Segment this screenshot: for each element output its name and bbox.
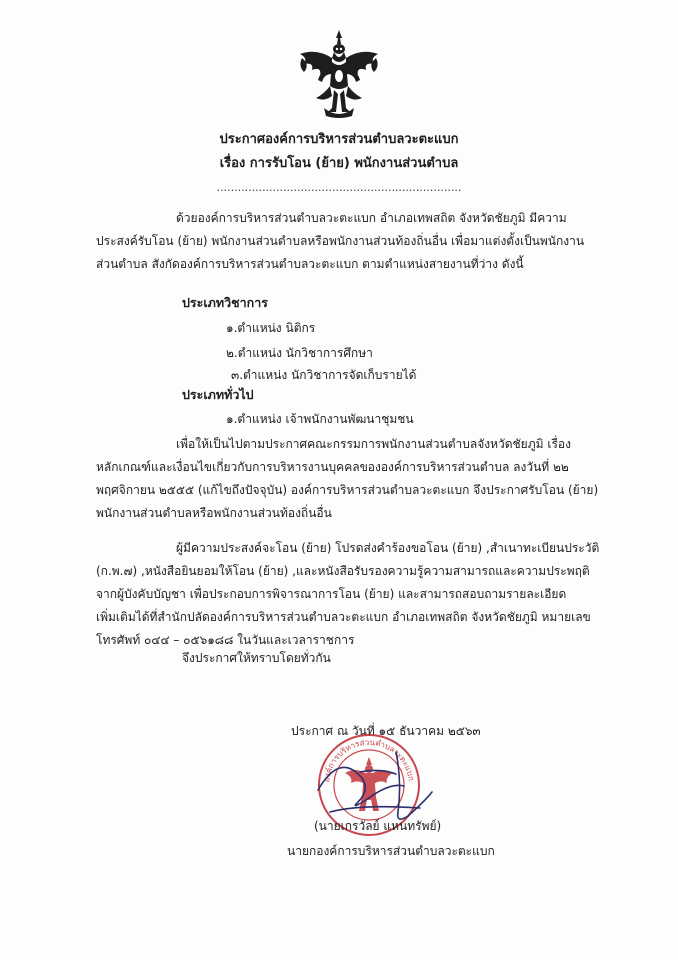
application-paragraph bbox=[96, 537, 600, 652]
application-line-1: ผู้มีความประสงค์จะโอน (ย้าย) โปรดส่งคำร้องขอโอน (ย้าย) ,สำเนาทะเบียนประวัติ bbox=[176, 541, 600, 555]
garuda-emblem-icon bbox=[294, 28, 384, 120]
position-item: ๒.ตำแหน่ง นักวิชาการศึกษา bbox=[226, 346, 373, 360]
reference-line-3: พฤศจิกายน ๒๕๕๕ (แก้ไขถึงปัจจุบัน) องค์การบริหารส่วนตำบลวะตะแบก จึงประกาศรับโอน (ย้าย) bbox=[96, 483, 599, 497]
seal-text: องค์การบริหารส่วนตำบลวะตะแบก bbox=[322, 737, 416, 783]
reference-line-2: หลักเกณฑ์และเงื่อนไขเกี่ยวกับการบริหารงานบุคคลขององค์การบริหารส่วนตำบล ลงวันที่ ๒๒ bbox=[96, 460, 569, 474]
announcement-subject: เรื่อง การรับโอน (ย้าย) พนักงานส่วนตำบล bbox=[219, 156, 459, 171]
application-line-5: โทรศัพท์ ๐๔๔ – ๐๕๖๑๘๘ ในวันและเวลาราชการ bbox=[96, 633, 355, 647]
application-line-3: จากผู้บังคับบัญชา เพื่อประกอบการพิจารณาการโอน (ย้าย) และสามารถสอบถามรายละเอียด bbox=[96, 587, 567, 601]
position-item: ๓.ตำแหน่ง นักวิชาการจัดเก็บรายได้ bbox=[231, 368, 417, 382]
reference-paragraph bbox=[96, 433, 600, 525]
dotted-separator: ...................................................................... bbox=[216, 181, 462, 194]
intro-line-3: ส่วนตำบล สังกัดองค์การบริหารส่วนตำบลวะตะแบก ตามตำแหน่งสายงานที่ว่าง ดังนี้ bbox=[96, 257, 524, 271]
signer-name: (นายเกรวัลย์ แหนทรัพย์) bbox=[314, 819, 442, 833]
intro-paragraph bbox=[96, 207, 600, 276]
announcement-date: ประกาศ ณ วันที่ ๑๕ ธันวาคม ๒๕๖๓ bbox=[291, 724, 481, 738]
position-item: ๑.ตำแหน่ง นิติกร bbox=[226, 321, 316, 335]
reference-line-4: พนักงานส่วนตำบลหรือพนักงานส่วนท้องถิ่นอื่น bbox=[96, 506, 332, 520]
closing-statement: จึงประกาศให้ทราบโดยทั่วกัน bbox=[182, 651, 331, 665]
application-line-4: เพิ่มเติมได้ที่สำนักปลัดองค์การบริหารส่วนตำบลวะตะแบก อำเภอเทพสถิต จังหวัดชัยภูมิ หมายเลข bbox=[96, 610, 591, 624]
category-academic-heading: ประเภทวิชาการ bbox=[182, 295, 268, 310]
intro-line-2: ประสงค์รับโอน (ย้าย) พนักงานส่วนตำบลหรือพนักงานส่วนท้องถิ่นอื่น เพื่อมาแต่งตั้งเป็นพนักงาน bbox=[96, 234, 585, 248]
signer-position: นายกองค์การบริหารส่วนตำบลวะตะแบก bbox=[287, 844, 495, 858]
category-general-heading: ประเภททั่วไป bbox=[182, 387, 254, 402]
reference-line-1: เพื่อให้เป็นไปตามประกาศคณะกรรมการพนักงานส่วนตำบลจังหวัดชัยภูมิ เรื่อง bbox=[176, 437, 571, 451]
position-item: ๑.ตำแหน่ง เจ้าพนักงานพัฒนาชุมชน bbox=[226, 412, 414, 426]
announcement-title: ประกาศองค์การบริหารส่วนตำบลวะตะแบก bbox=[219, 132, 459, 147]
intro-line-1: ด้วยองค์การบริหารส่วนตำบลวะตะแบก อำเภอเทพสถิต จังหวัดชัยภูมิ มีความ bbox=[176, 211, 567, 225]
application-line-2: (ก.พ.๗) ,หนังสือยินยอมให้โอน (ย้าย) ,และหนังสือรับรองความรู้ความสามารถและความประพฤติ bbox=[96, 564, 590, 578]
